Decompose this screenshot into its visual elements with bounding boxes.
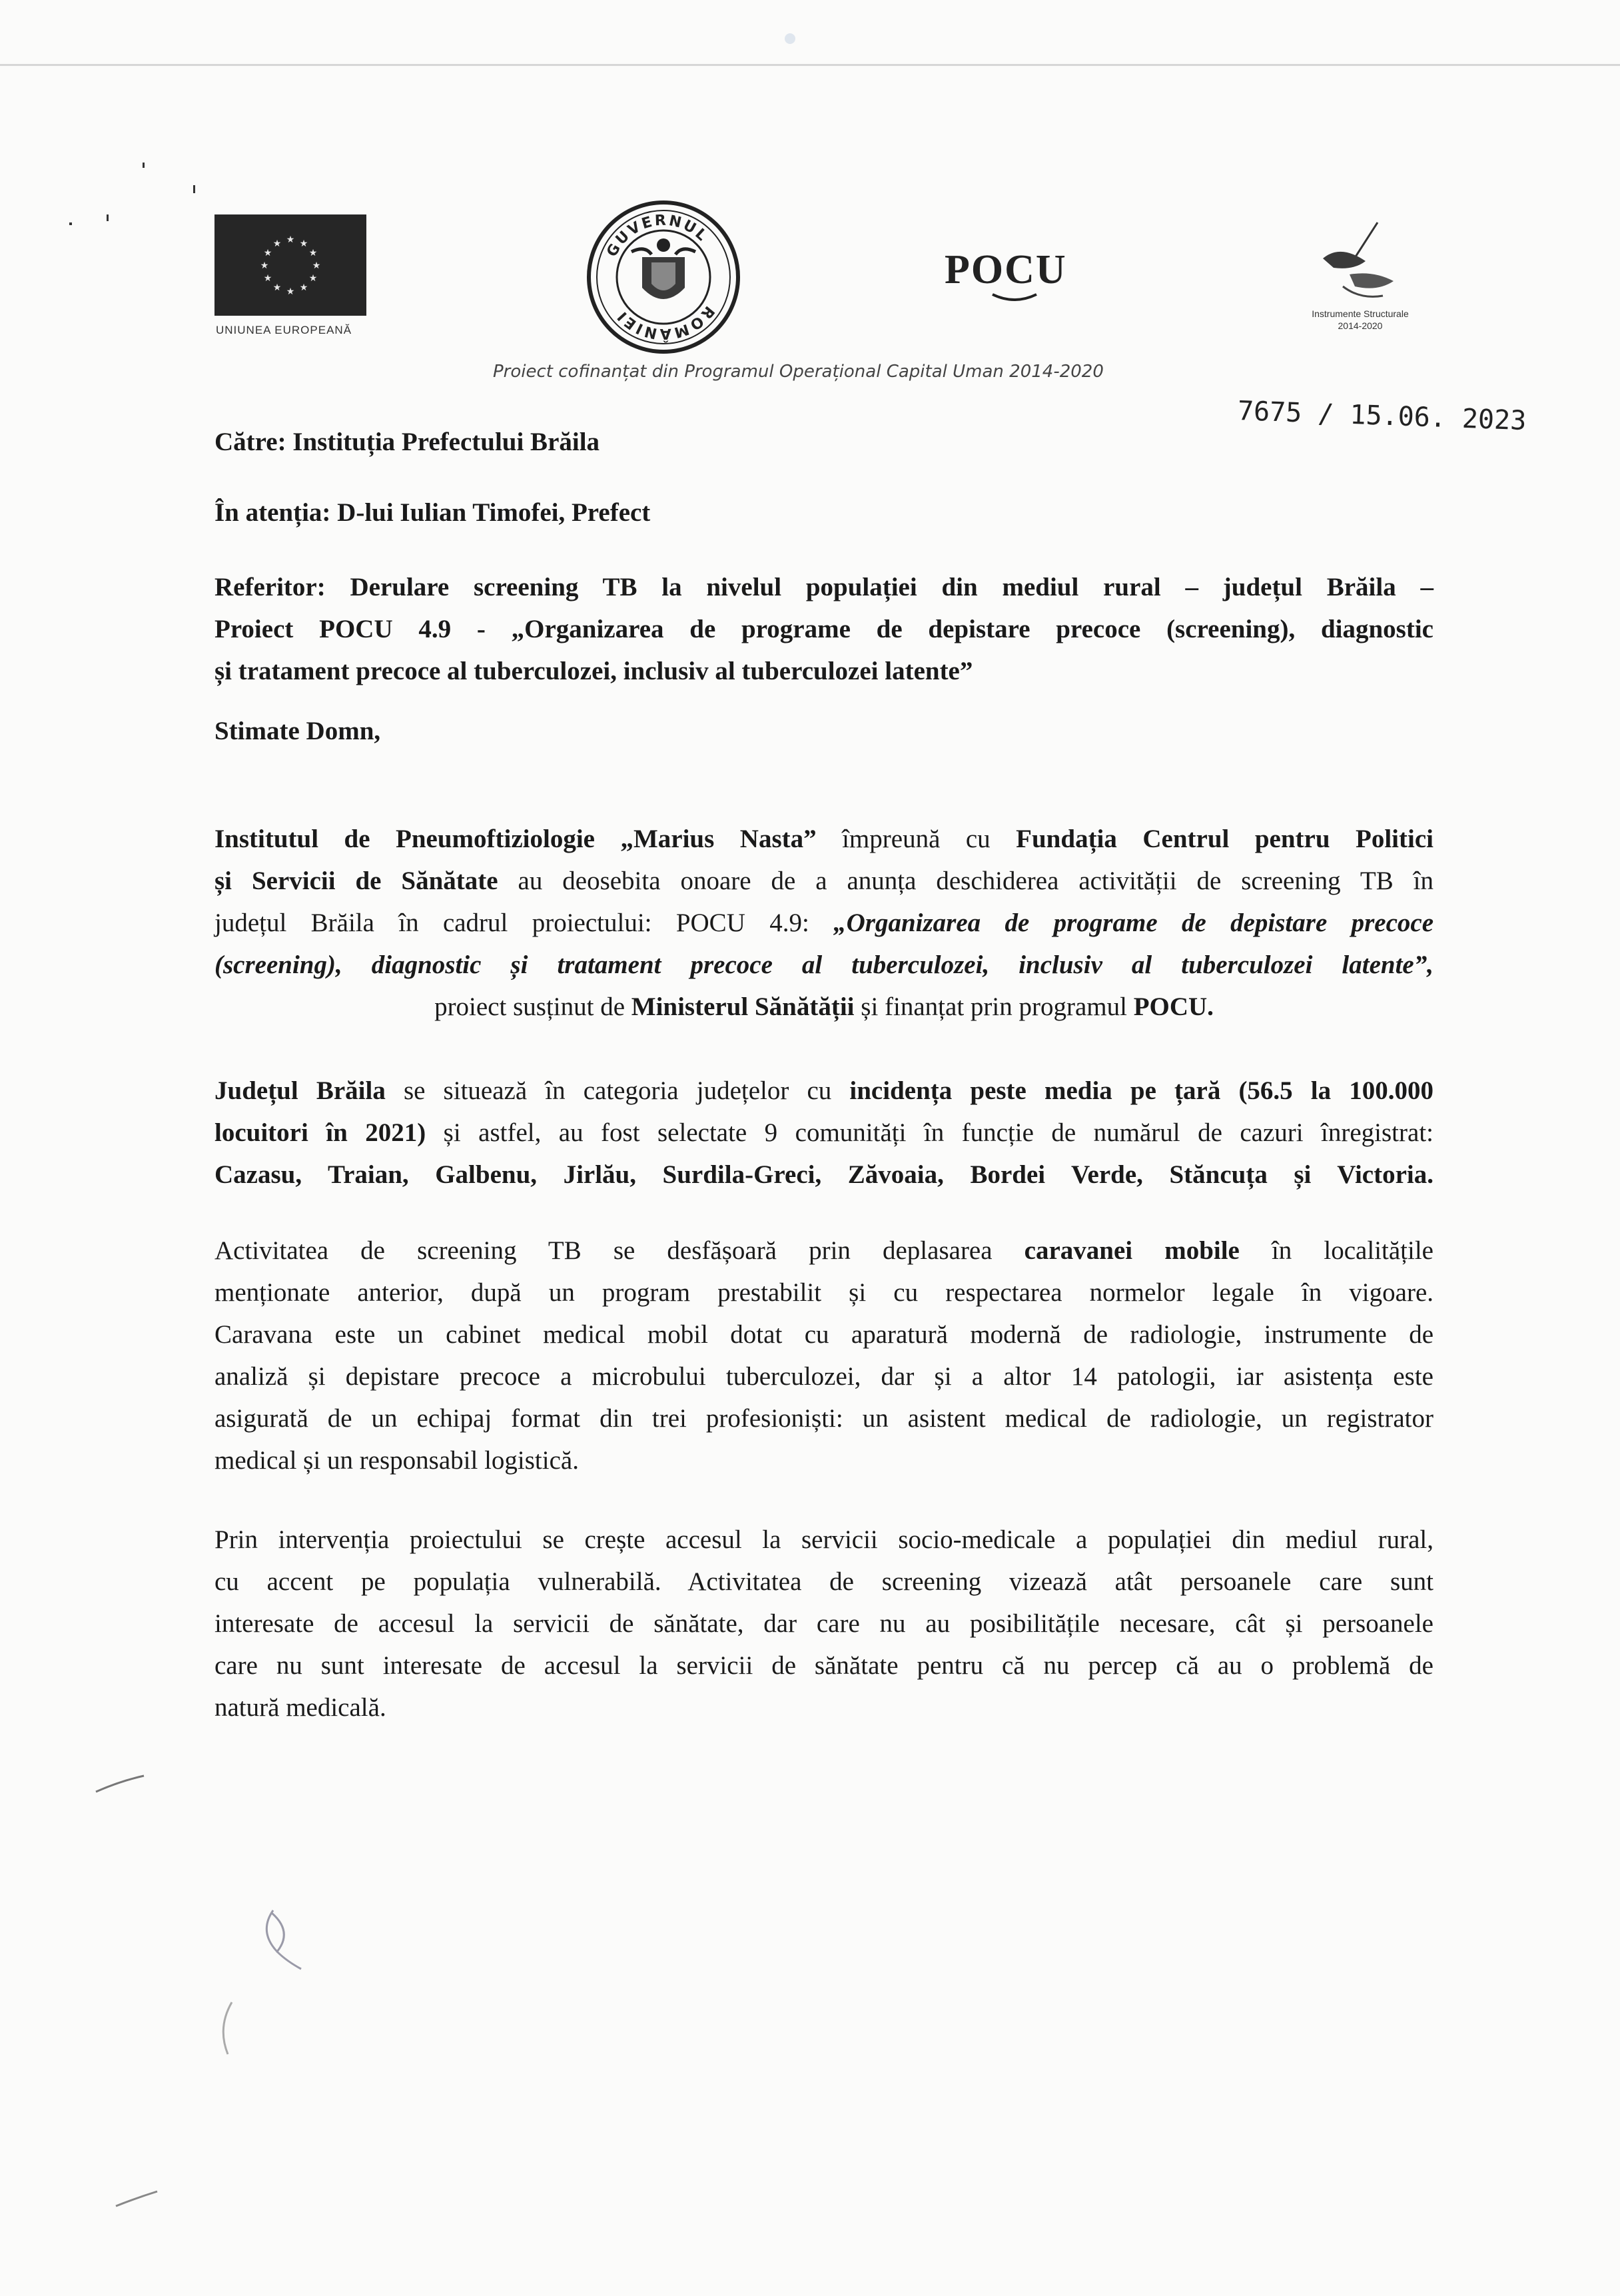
scan-top-edge (0, 64, 1620, 66)
eu-caption: UNIUNEA EUROPEANĂ (216, 324, 352, 336)
subject-line: Referitor: Derulare screening TB la nivelul populației din mediul rural – județul Brăila – (214, 573, 1433, 601)
svg-text:GUVERNUL: GUVERNUL (604, 212, 711, 260)
subject-line: Proiect POCU 4.9 - „Organizarea de programe de depistare precoce (screening), diagnostic (214, 615, 1433, 643)
pencil-mark (93, 1772, 147, 1798)
paragraph-intervention: Prin intervenția proiectului se crește accesul la servicii socio-medicale a populației din mediul rural, cu accent pe populația vulnerabilă. Activitatea de screening vizează atât persoanele care sunt interesate de accesul la servicii de sănătate, dar care nu au posibilitățile necesare, cât și persoanele care nu sunt interesate de accesul la servicii de sănătate pentru că nu percep că au o problemă de natură medicală. (214, 1525, 1433, 1722)
attention-line: În atenția: D-lui Iulian Timofei, Prefect (214, 498, 651, 527)
svg-text:★: ★ (286, 286, 295, 297)
svg-text:★: ★ (286, 234, 295, 245)
svg-text:★: ★ (260, 260, 269, 271)
paragraph-caravan: Activitatea de screening TB se desfășoară prin deplasarea caravanei mobile în localitățile menționate anterior, după un program prestabilit și cu respectarea normelor legale în vigoare. Caravana este un cabinet medical mobil dotat cu aparatură modernă de radiologie, instrumente de analiză și depistare precoce a microbului tuberculozei, dar și a altor 14 patologii, iar asistența este asigurată de un echipaj format din trei profesioniști: un asistent medical de radiologie, un registrator medical și un responsabil logistică. (214, 1236, 1433, 1475)
salutation: Stimate Domn, (214, 717, 381, 745)
subject-line: și tratament precoce al tuberculozei, inclusiv al tuberculozei latente” (214, 657, 973, 685)
scan-speck (143, 163, 145, 168)
svg-text:ROMÂNIEI: ROMÂNIEI (613, 302, 717, 342)
paragraph-institute: Institutul de Pneumoftiziologie „Marius Nasta” împreună cu Fundația Centrul pentru Politici și Servicii de Sănătate au deosebita onoare de a anunța deschiderea activității de screening TB în județul Brăila în cadrul proiectului: POCU 4.9: „Organizarea de programe de depistare precoce (screening), diagnostic și tratament precoce al tuberculozei, inclusiv al tuberculozei latente”, proiect susținut de Ministerul Sănătății și finanțat prin programul POCU. (214, 825, 1434, 1021)
svg-text:★: ★ (312, 260, 321, 271)
instrumente-structurale-logo (1314, 217, 1407, 304)
subject-block (214, 566, 1433, 692)
svg-text:★: ★ (263, 273, 272, 284)
svg-text:★: ★ (299, 238, 308, 249)
svg-text:★: ★ (272, 238, 282, 249)
eu-flag-logo (214, 214, 366, 316)
svg-text:★: ★ (308, 273, 318, 284)
cofinancing-note: Proiect cofinanțat din Programul Operațional Capital Uman 2014-2020 (493, 362, 1104, 382)
svg-text:★: ★ (272, 282, 282, 293)
instrumente-structurale-caption: Instrumente Structurale 2014-2020 (1312, 308, 1409, 331)
scan-speck (69, 222, 72, 225)
government-seal-logo (585, 198, 742, 356)
registration-number-handwritten: 7675 / 15.06. 2023 (1237, 396, 1527, 437)
svg-text:★: ★ (299, 282, 308, 293)
pocu-swoosh-icon (991, 290, 1038, 304)
scan-dot (785, 33, 795, 44)
paragraph-county: Județul Brăila se situează în categoria județelor cu incidența peste media pe țară (56.5 la 100.000 locuitori în 2021) și astfel, au fost selectate 9 comunități în funcție de numărul de cazuri înregistrat: Cazasu, Traian, Galbenu, Jirlău, Surdila-Greci, Zăvoaia, Bordei Verde, Stăncuța și Victoria. (214, 1076, 1434, 1189)
scan-speck (193, 185, 195, 193)
pencil-mark (212, 1998, 238, 2058)
recipient-line: Către: Instituția Prefectului Brăila (214, 428, 600, 456)
pocu-logo: POCU (945, 247, 1067, 292)
svg-text:★: ★ (263, 248, 272, 258)
scan-speck (107, 214, 109, 221)
pencil-mark (113, 2185, 160, 2211)
svg-text:★: ★ (308, 248, 318, 258)
pencil-mark (253, 1905, 313, 1978)
